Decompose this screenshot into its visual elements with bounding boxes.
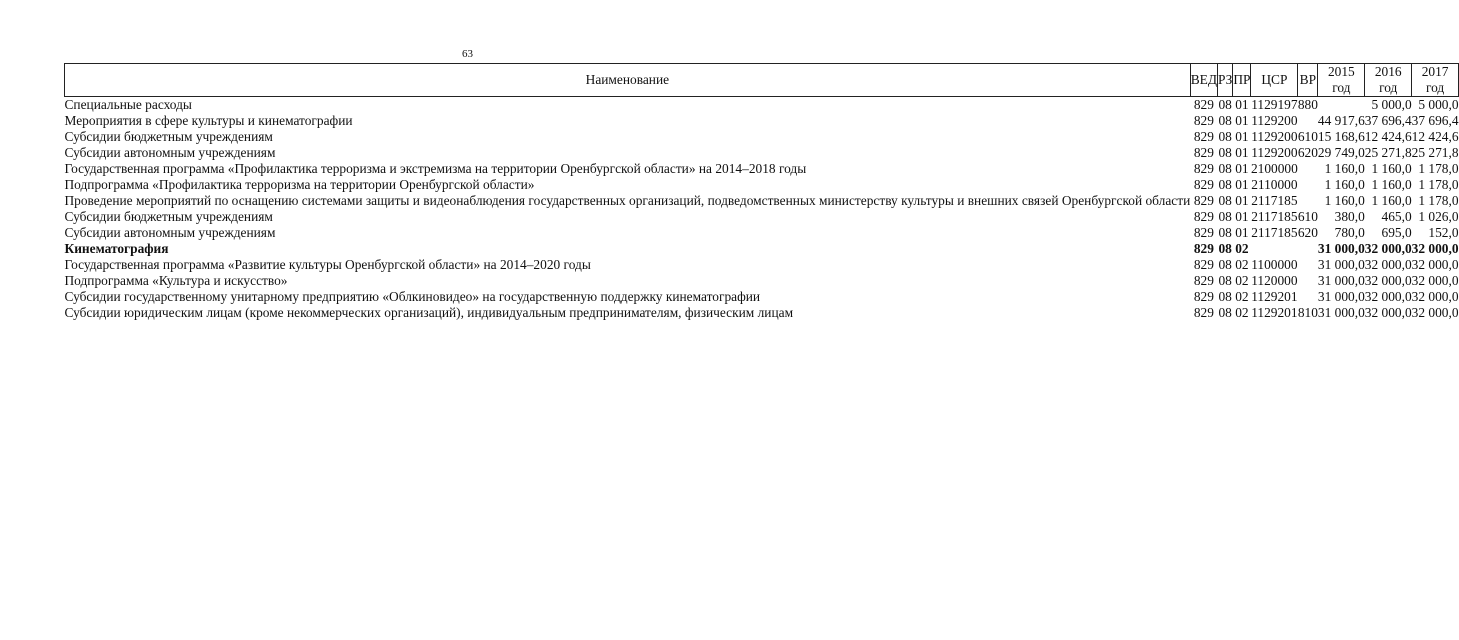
row-2015: 31 000,0: [1317, 241, 1365, 256]
row-csr: 1129197: [1251, 97, 1298, 112]
header-2016: 2016 год: [1365, 64, 1412, 97]
row-rz: 08: [1218, 273, 1232, 288]
header-rz: РЗ: [1218, 64, 1233, 97]
row-vr: [1298, 273, 1318, 289]
table-row: [65, 161, 1459, 177]
table-row: [65, 145, 1459, 161]
row-2015: 380,0: [1334, 209, 1365, 224]
row-name: Субсидии автономным учреждениям: [64, 225, 276, 240]
row-pr: 01: [1235, 193, 1249, 208]
row-ved: 829: [1193, 177, 1214, 192]
table-row: [65, 177, 1459, 193]
row-2017: 32 000,0: [1411, 289, 1459, 304]
row-ved: 829: [1193, 273, 1214, 288]
row-2016: 32 000,0: [1364, 273, 1412, 288]
row-rz: 08: [1218, 225, 1232, 240]
row-name: Субсидии автономным учреждениям: [64, 145, 276, 160]
row-csr: 2100000: [1250, 161, 1298, 176]
row-vr: 610: [1297, 209, 1318, 224]
table-row: [65, 129, 1459, 145]
row-csr: 1129200: [1251, 145, 1298, 160]
row-pr: 01: [1235, 209, 1249, 224]
row-2017: 5 000,0: [1418, 97, 1459, 112]
row-name: Мероприятия в сфере культуры и кинематографии: [64, 113, 353, 128]
budget-table: [64, 63, 1459, 321]
header-pr: ПР: [1233, 64, 1251, 97]
row-pr: 02: [1235, 241, 1249, 256]
row-2017: 25 271,8: [1411, 145, 1459, 160]
row-rz: 08: [1218, 193, 1232, 208]
row-2016: 37 696,4: [1364, 113, 1412, 128]
table-row: [65, 193, 1459, 209]
row-vr: 610: [1297, 129, 1318, 144]
row-pr: 01: [1235, 161, 1249, 176]
header-2015: 2015 год: [1318, 64, 1365, 97]
row-2016: 32 000,0: [1364, 257, 1412, 272]
row-name: Субсидии бюджетным учреждениям: [64, 209, 273, 224]
table-row: [65, 97, 1459, 114]
row-2015: 29 749,0: [1317, 145, 1365, 160]
row-rz: 08: [1218, 129, 1232, 144]
row-pr: 02: [1235, 273, 1249, 288]
row-2016: 25 271,8: [1364, 145, 1412, 160]
row-2016: 32 000,0: [1364, 241, 1412, 256]
table-row: [65, 305, 1459, 321]
row-ved: 829: [1193, 97, 1214, 112]
header-ved: ВЕД: [1190, 64, 1217, 97]
row-vr: [1298, 193, 1318, 209]
table-row: [65, 225, 1459, 241]
row-vr: 620: [1297, 225, 1318, 240]
page-number: 63: [462, 48, 473, 60]
row-ved: 829: [1193, 193, 1214, 208]
header-csr: ЦСР: [1251, 64, 1298, 97]
row-csr: 1129201: [1251, 289, 1298, 304]
row-2016: 32 000,0: [1364, 289, 1412, 304]
table-row: [65, 241, 1459, 257]
row-vr: [1298, 161, 1318, 177]
table-row: [65, 273, 1459, 289]
row-2015: 15 168,6: [1317, 129, 1365, 144]
row-2017: 32 000,0: [1411, 257, 1459, 272]
table-row: [65, 257, 1459, 273]
row-csr: 2117185: [1251, 193, 1298, 208]
row-2015: 1 160,0: [1324, 177, 1365, 192]
row-2016: 12 424,6: [1364, 129, 1412, 144]
row-ved: 829: [1193, 113, 1214, 128]
row-csr: 1129201: [1251, 305, 1298, 320]
row-rz: 08: [1218, 113, 1232, 128]
row-name: Проведение мероприятий по оснащению системами защиты и видеонаблюдения государственных организаций, подведомственных министерству культуры и внешних связей Оренбургской области: [64, 193, 1191, 208]
row-2017: 152,0: [1428, 225, 1459, 240]
row-rz: 08: [1218, 289, 1232, 304]
row-ved: 829: [1193, 225, 1214, 240]
row-rz: 08: [1218, 145, 1232, 160]
row-pr: 02: [1235, 305, 1249, 320]
row-2015: 31 000,0: [1317, 289, 1365, 304]
row-rz: 08: [1218, 209, 1232, 224]
row-2016: 465,0: [1381, 209, 1412, 224]
row-vr: [1298, 241, 1318, 257]
row-name: Подпрограмма «Профилактика терроризма на территории Оренбургской области»: [64, 177, 535, 192]
row-2015: 1 160,0: [1324, 193, 1365, 208]
row-2016: 1 160,0: [1371, 161, 1412, 176]
row-rz: 08: [1218, 177, 1232, 192]
row-rz: 08: [1218, 97, 1232, 112]
row-pr: 01: [1235, 97, 1249, 112]
row-pr: 01: [1235, 129, 1249, 144]
row-2016: 1 160,0: [1371, 177, 1412, 192]
row-vr: [1298, 177, 1318, 193]
row-2016: 1 160,0: [1371, 193, 1412, 208]
header-name: Наименование: [65, 64, 1191, 97]
row-csr: 1120000: [1251, 273, 1298, 288]
table-row: [65, 113, 1459, 129]
row-2015: 31 000,0: [1317, 273, 1365, 288]
row-2017: 1 178,0: [1418, 193, 1459, 208]
row-vr: 620: [1297, 145, 1318, 160]
row-2017: 12 424,6: [1411, 129, 1459, 144]
row-2015: 44 917,6: [1317, 113, 1365, 128]
row-ved: 829: [1193, 209, 1214, 224]
row-ved: 829: [1193, 129, 1214, 144]
row-2016: 5 000,0: [1371, 97, 1412, 112]
row-csr: 2110000: [1251, 177, 1298, 192]
row-vr: [1298, 289, 1318, 305]
row-name: Подпрограмма «Культура и искусство»: [64, 273, 288, 288]
row-name: Субсидии государственному унитарному предприятию «Облкиновидео» на государственную поддержку кинематографии: [64, 289, 761, 304]
row-2015: 780,0: [1334, 225, 1365, 240]
row-csr: 1100000: [1251, 257, 1298, 272]
row-pr: 02: [1235, 257, 1249, 272]
row-2016: 32 000,0: [1364, 305, 1412, 320]
row-2017: 1 178,0: [1418, 177, 1459, 192]
row-2015: 31 000,0: [1317, 305, 1365, 320]
row-2017: 1 026,0: [1418, 209, 1459, 224]
row-csr: 1129200: [1251, 113, 1298, 128]
row-ved: 829: [1193, 305, 1214, 320]
row-2015: 31 000,0: [1317, 257, 1365, 272]
row-ved: 829: [1193, 145, 1214, 160]
row-name: Государственная программа «Развитие культуры Оренбургской области» на 2014–2020 годы: [64, 257, 591, 272]
row-vr: [1298, 257, 1318, 273]
row-rz: 08: [1218, 161, 1232, 176]
header-vr: ВР: [1298, 64, 1318, 97]
row-pr: 01: [1235, 177, 1249, 192]
row-ved: 829: [1193, 241, 1214, 256]
row-pr: 01: [1235, 225, 1249, 240]
header-2017: 2017 год: [1412, 64, 1459, 97]
row-csr: 2117185: [1251, 225, 1298, 240]
row-vr: 810: [1297, 305, 1318, 320]
row-name: Специальные расходы: [64, 97, 192, 112]
row-ved: 829: [1193, 161, 1214, 176]
row-2017: 32 000,0: [1411, 305, 1459, 320]
row-ved: 829: [1193, 289, 1214, 304]
row-rz: 08: [1218, 305, 1232, 320]
row-csr: [1251, 241, 1298, 257]
row-pr: 01: [1235, 113, 1249, 128]
row-vr: 880: [1297, 97, 1318, 112]
row-2017: 32 000,0: [1411, 273, 1459, 288]
row-csr: 1129200: [1251, 129, 1298, 144]
row-2017: 1 178,0: [1418, 161, 1459, 176]
table-row: [65, 209, 1459, 225]
row-pr: 02: [1235, 289, 1249, 304]
table-header-row: [65, 64, 1459, 97]
row-2017: 32 000,0: [1411, 241, 1459, 256]
row-2017: 37 696,4: [1411, 113, 1459, 128]
row-rz: 08: [1218, 241, 1232, 256]
row-2015: 1 160,0: [1324, 161, 1365, 176]
row-rz: 08: [1218, 257, 1232, 272]
row-2015: [1318, 97, 1365, 114]
row-vr: [1298, 113, 1318, 129]
row-csr: 2117185: [1251, 209, 1298, 224]
row-ved: 829: [1193, 257, 1214, 272]
row-name: Кинематография: [64, 241, 169, 256]
row-name: Субсидии юридическим лицам (кроме некоммерческих организаций), индивидуальным предпринимателям, физическим лицам: [64, 305, 794, 320]
row-pr: 01: [1235, 145, 1249, 160]
row-name: Субсидии бюджетным учреждениям: [64, 129, 273, 144]
row-2016: 695,0: [1381, 225, 1412, 240]
table-row: [65, 289, 1459, 305]
row-name: Государственная программа «Профилактика терроризма и экстремизма на территории Оренбургской области» на 2014–2018 годы: [64, 161, 807, 176]
